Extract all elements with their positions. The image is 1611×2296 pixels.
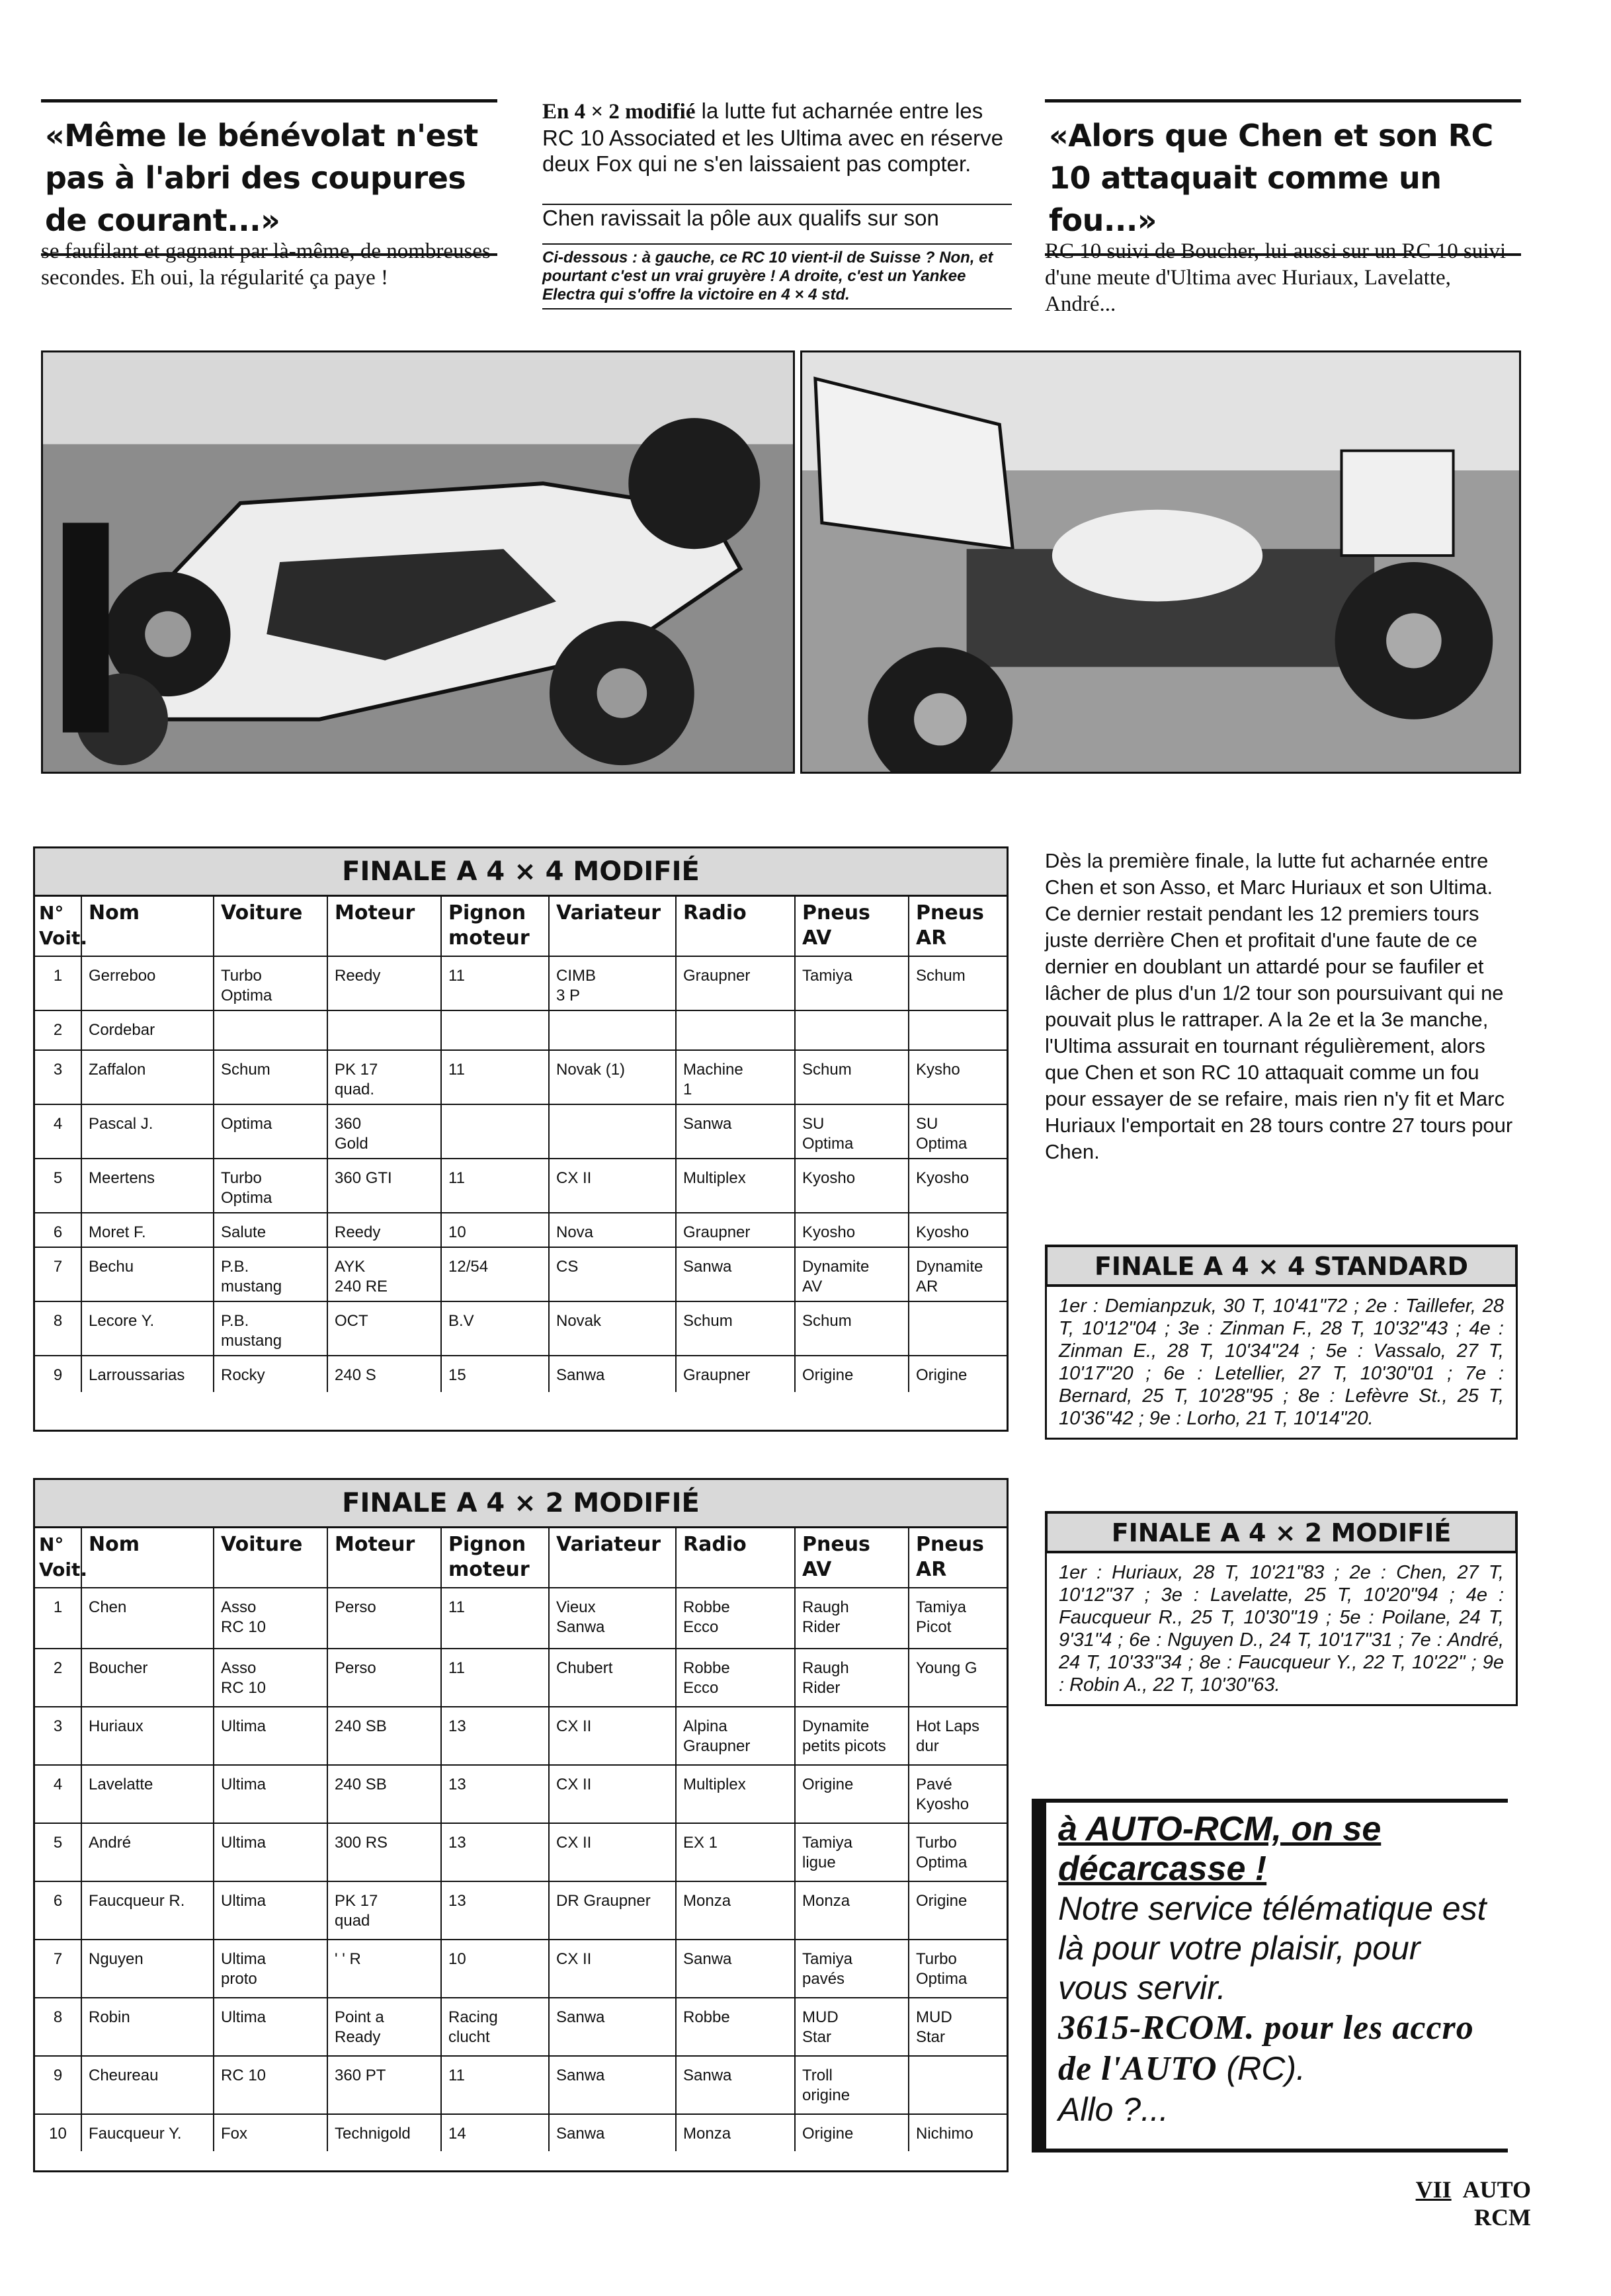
table2-cell: CX II — [549, 1940, 676, 1998]
table2-cell: Hot Laps dur — [909, 1707, 1007, 1765]
table1-cell: P.B. mustang — [214, 1301, 327, 1356]
table2-cell: Ultima — [214, 1765, 327, 1823]
table1-cell — [441, 1104, 549, 1159]
table1-cell: Zaffalon — [81, 1050, 214, 1104]
table2-cell: Racing clucht — [441, 1998, 549, 2056]
table2-cell: 13 — [441, 1765, 549, 1823]
table1-cell: SU Optima — [795, 1104, 909, 1159]
table2-cell: Robbe Ecco — [676, 1588, 795, 1649]
table2-cell: CX II — [549, 1765, 676, 1823]
table1-cell: Reedy — [327, 1213, 441, 1247]
table1-cell: CX II — [549, 1159, 676, 1213]
table2-cell: 13 — [441, 1823, 549, 1881]
table2-cell: Faucqueur R. — [81, 1881, 214, 1940]
table1-title: FINALE A 4 × 4 MODIFIÉ — [35, 848, 1007, 897]
finale-4x2-modifie-table — [33, 1478, 1009, 2172]
table1-row — [35, 956, 1007, 1010]
table1-cell: Schum — [795, 1301, 909, 1356]
table2-cell: 2 — [35, 1649, 81, 1707]
modifie-results-box — [1045, 1511, 1518, 1706]
table1-cell: Kysho — [909, 1050, 1007, 1104]
standard-results-box — [1045, 1245, 1518, 1440]
modifie-results-title: FINALE A 4 × 2 MODIFIÉ — [1045, 1511, 1518, 1553]
table1-cell: 10 — [441, 1213, 549, 1247]
table2-cell: ' ' R — [327, 1940, 441, 1998]
table1-cell: Turbo Optima — [214, 1159, 327, 1213]
table2-row — [35, 1649, 1007, 1707]
rc10-chassis-photo — [41, 350, 795, 774]
table2-cell: Pavé Kyosho — [909, 1765, 1007, 1823]
auto-rcm-ad — [1032, 1799, 1508, 2152]
table1-cell: Cordebar — [81, 1010, 214, 1050]
table1-col-pneus-ar: Pneus AR — [909, 897, 1007, 956]
yankee-electra-photo — [800, 350, 1521, 774]
table1-cell: 12/54 — [441, 1247, 549, 1301]
table2-cell: 1 — [35, 1588, 81, 1649]
table2-row — [35, 1588, 1007, 1649]
table2-cell: Sanwa — [549, 2114, 676, 2151]
table2-cell: André — [81, 1823, 214, 1881]
yankee-electra-image — [802, 352, 1519, 772]
table1-cell: Graupner — [676, 1356, 795, 1392]
table2-cell: Ultima proto — [214, 1940, 327, 1998]
table2-cell: 11 — [441, 1649, 549, 1707]
table2-cell: Ultima — [214, 1823, 327, 1881]
table1-cell: Kyosho — [909, 1159, 1007, 1213]
table2-cell: 13 — [441, 1707, 549, 1765]
table2-cell: 4 — [35, 1765, 81, 1823]
table1-cell: 9 — [35, 1356, 81, 1392]
table2-cell: PK 17 quad — [327, 1881, 441, 1940]
table2-col-pignon: Pignon moteur — [441, 1528, 549, 1588]
table1-cell: 15 — [441, 1356, 549, 1392]
table1-cell: PK 17 quad. — [327, 1050, 441, 1104]
table1-cell: Origine — [909, 1356, 1007, 1392]
table2-cell: Ultima — [214, 1707, 327, 1765]
table2-cell: 10 — [441, 1940, 549, 1998]
table1-cell: 3 — [35, 1050, 81, 1104]
table2-cell: Tamiya pavés — [795, 1940, 909, 1998]
table1-cell: 8 — [35, 1301, 81, 1356]
table1-col-pneus-av: Pneus AV — [795, 897, 909, 956]
table1-cell: 11 — [441, 1050, 549, 1104]
table1-cell: Multiplex — [676, 1159, 795, 1213]
table2-cell: Perso — [327, 1649, 441, 1707]
table2-row — [35, 1823, 1007, 1881]
table1-cell: Reedy — [327, 956, 441, 1010]
table2-cell: 3 — [35, 1707, 81, 1765]
table1-cell: Nova — [549, 1213, 676, 1247]
table1-row — [35, 1356, 1007, 1392]
table2-col-radio: Radio — [676, 1528, 795, 1588]
table1-cell: CIMB 3 P — [549, 956, 676, 1010]
table1-cell: 240 S — [327, 1356, 441, 1392]
table1-cell: 7 — [35, 1247, 81, 1301]
table1-cell: Schum — [214, 1050, 327, 1104]
table1-cell — [441, 1010, 549, 1050]
table1-cell: Kyosho — [795, 1159, 909, 1213]
table1-cell: 2 — [35, 1010, 81, 1050]
table2-cell: Tamiya ligue — [795, 1823, 909, 1881]
table1-cell — [214, 1010, 327, 1050]
middle-intro — [542, 98, 1012, 177]
table2-cell: Turbo Optima — [909, 1823, 1007, 1881]
table2-col-voiture: Voiture — [214, 1528, 327, 1588]
ad-text: Notre service télématique est là pour votre plaisir, pour vous servir. — [1058, 1890, 1487, 2006]
table1-cell: CS — [549, 1247, 676, 1301]
table2-cell: Robbe Ecco — [676, 1649, 795, 1707]
table2-col-pneus-av: Pneus AV — [795, 1528, 909, 1588]
table2-cell: Technigold — [327, 2114, 441, 2151]
table2-cell: Nichimo — [909, 2114, 1007, 2151]
table2-cell: Monza — [795, 1881, 909, 1940]
ad-minitel-tail: (RC). — [1217, 2050, 1305, 2087]
table1-row — [35, 1159, 1007, 1213]
table2-cell: 11 — [441, 2056, 549, 2114]
ad-ending: Allo ?... — [1058, 2091, 1169, 2128]
table2-cell: Sanwa — [676, 2056, 795, 2114]
table2-cell: 14 — [441, 2114, 549, 2151]
table1-cell: Turbo Optima — [214, 956, 327, 1010]
table1-cell: Sanwa — [676, 1104, 795, 1159]
right-pull-quote: «Alors que Chen et son RC 10 attaquait comme un fou...» — [1045, 99, 1521, 256]
table2-cell: EX 1 — [676, 1823, 795, 1881]
table1-col-voiture: Voiture — [214, 897, 327, 956]
modifie-results-text: 1er : Huriaux, 28 T, 10'21"83 ; 2e : Chen, 27 T, 10'12"37 ; 3e : Lavelatte, 25 T, 10'20"94 ; 4e : Faucqueur R., 25 T, 10'30"19 ; 5e : Poilane, 24 T, 9'31"4 ; 6e : Nguyen D., 24 T, 10'17"31 ; 7e : André, 24 T, 10'33"34 ; 8e : Faucqueur Y., 22 T, 10'22" ; 9e : Robin A., 22 T, 10'30"63. — [1045, 1553, 1518, 1706]
table1-cell: Graupner — [676, 956, 795, 1010]
race-story: Dès la première finale, la lutte fut acharnée entre Chen et son Asso, et Marc Huriaux et son Ultima. Ce dernier restait pendant les 12 premiers tours juste derrière Chen et profitait d'une faute de ce dernier en doublant un attardé pour se faufiler et lâcher de plus d'un 1/2 tour son poursuivant qui ne pouvait plus le rattraper. A la 2e et la 3e manche, l'Ultima assurait en tournant régulièrement, alors que Chen et son RC 10 attaquait comme un fou pour essayer de se refaire, mais rien n'y fit et Marc Huriaux l'emportait en 28 tours contre 27 tours pour Chen. — [1045, 849, 1513, 1163]
table2-cell: 8 — [35, 1998, 81, 2056]
photo-caption: Ci-dessous : à gauche, ce RC 10 vient-il de Suisse ? Non, et pourtant c'est un vrai gruyère ! A droite, c'est un Yankee Electra qui s'offre la victoire en 4 × 4 std. — [542, 243, 1012, 309]
table2-cell: Faucqueur Y. — [81, 2114, 214, 2151]
table1-cell: Lecore Y. — [81, 1301, 214, 1356]
table1-col-moteur: Moteur — [327, 897, 441, 956]
table1-cell — [549, 1010, 676, 1050]
table2-cell: 240 SB — [327, 1765, 441, 1823]
table1-cell: Kyosho — [909, 1213, 1007, 1247]
table2-cell: 360 PT — [327, 2056, 441, 2114]
magazine-name: AUTO RCM — [1462, 2176, 1531, 2231]
table2-cell: RC 10 — [214, 2056, 327, 2114]
table2-cell: 9 — [35, 2056, 81, 2114]
table2-cell: Vieux Sanwa — [549, 1588, 676, 1649]
table2-cell: Robbe — [676, 1998, 795, 2056]
table2-cell: 240 SB — [327, 1707, 441, 1765]
table2-grid — [35, 1528, 1007, 2151]
middle-text-2: Chen ravissait la pôle aux qualifs sur son — [542, 204, 1012, 231]
middle-lead: En 4 × 2 modifié — [542, 100, 696, 124]
standard-results-title: FINALE A 4 × 4 STANDARD — [1045, 1245, 1518, 1287]
table2-row — [35, 2114, 1007, 2151]
table1-row — [35, 1050, 1007, 1104]
table1-cell: Salute — [214, 1213, 327, 1247]
table2-cell: Troll origine — [795, 2056, 909, 2114]
table2-col-number: N° Voit. — [35, 1528, 81, 1588]
table2-cell: Huriaux — [81, 1707, 214, 1765]
table1-cell: Kyosho — [795, 1213, 909, 1247]
table1-cell: SU Optima — [909, 1104, 1007, 1159]
table1-row — [35, 1104, 1007, 1159]
table1-cell: 11 — [441, 1159, 549, 1213]
table1-cell: Gerreboo — [81, 956, 214, 1010]
table2-cell: Ultima — [214, 1881, 327, 1940]
table1-cell: Bechu — [81, 1247, 214, 1301]
table2-cell: Origine — [909, 1881, 1007, 1940]
table2-row — [35, 2056, 1007, 2114]
left-pull-quote: «Même le bénévolat n'est pas à l'abri des coupures de courant...» — [41, 99, 497, 256]
table2-cell: CX II — [549, 1707, 676, 1765]
table1-grid — [35, 897, 1007, 1392]
table1-cell: Dynamite AR — [909, 1247, 1007, 1301]
page-footer — [1359, 2176, 1531, 2231]
table2-cell: Sanwa — [676, 1940, 795, 1998]
table2-row — [35, 1940, 1007, 1998]
table1-cell: 360 Gold — [327, 1104, 441, 1159]
table1-cell: Meertens — [81, 1159, 214, 1213]
finale-4x4-modifie-table — [33, 846, 1009, 1432]
table2-cell: Asso RC 10 — [214, 1649, 327, 1707]
table1-col-radio: Radio — [676, 897, 795, 956]
table2-col-pneus-ar: Pneus AR — [909, 1528, 1007, 1588]
table1-cell: 6 — [35, 1213, 81, 1247]
table2-cell: Ultima — [214, 1998, 327, 2056]
table1-row — [35, 1247, 1007, 1301]
table1-col-nom: Nom — [81, 897, 214, 956]
table2-col-variateur: Variateur — [549, 1528, 676, 1588]
table1-col-pignon: Pignon moteur — [441, 897, 549, 956]
table2-cell: Turbo Optima — [909, 1940, 1007, 1998]
table1-cell: Optima — [214, 1104, 327, 1159]
table1-cell: Moret F. — [81, 1213, 214, 1247]
table2-cell — [909, 2056, 1007, 2114]
table2-cell: 5 — [35, 1823, 81, 1881]
table2-cell: Fox — [214, 2114, 327, 2151]
table2-cell: MUD Star — [909, 1998, 1007, 2056]
table1-cell: Sanwa — [549, 1356, 676, 1392]
table1-cell: Machine 1 — [676, 1050, 795, 1104]
table2-cell: Boucher — [81, 1649, 214, 1707]
table1-header-row — [35, 897, 1007, 956]
table1-col-variateur: Variateur — [549, 897, 676, 956]
table1-row — [35, 1213, 1007, 1247]
table1-cell: Graupner — [676, 1213, 795, 1247]
table1-row — [35, 1010, 1007, 1050]
page-number: VII — [1415, 2176, 1452, 2203]
table2-cell: MUD Star — [795, 1998, 909, 2056]
table2-cell: Cheureau — [81, 2056, 214, 2114]
table2-cell: 10 — [35, 2114, 81, 2151]
table1-cell: 5 — [35, 1159, 81, 1213]
table1-cell — [549, 1104, 676, 1159]
table2-cell: Tamiya Picot — [909, 1588, 1007, 1649]
standard-results-text: 1er : Demianpzuk, 30 T, 10'41"72 ; 2e : Taillefer, 28 T, 10'12"04 ; 3e : Zinman F., 28 T, 10'32"43 ; 4e : Zinman E., 28 T, 10'34"24 ; 5e : Vassalo, 27 T, 10'17"20 ; 6e : Letellier, 27 T, 10'30"01 ; 7e : Bernard, 25 T, 10'28"95 ; 8e : Lefèvre St., 25 T, 10'36"42 ; 9e : Lorho, 21 T, 10'14"20. — [1045, 1287, 1518, 1440]
table1-col-number: N° Voit. — [35, 897, 81, 956]
left-intro-text: se faufilant et gagnant par là-même, de nombreuses secondes. Eh oui, la régularité ça paye ! — [41, 239, 491, 290]
table2-cell: Young G — [909, 1649, 1007, 1707]
table1-cell: 11 — [441, 956, 549, 1010]
table1-cell: Novak (1) — [549, 1050, 676, 1104]
table1-cell: Schum — [795, 1050, 909, 1104]
table1-cell: Schum — [909, 956, 1007, 1010]
table2-cell: Monza — [676, 1881, 795, 1940]
table2-body — [35, 1588, 1007, 2151]
table2-cell: 11 — [441, 1588, 549, 1649]
table2-row — [35, 1881, 1007, 1940]
ad-minitel-code: 3615-RCOM. pour les accro de l'AUTO — [1058, 2009, 1474, 2088]
table1-cell: Rocky — [214, 1356, 327, 1392]
table1-cell: Novak — [549, 1301, 676, 1356]
table2-cell: Chubert — [549, 1649, 676, 1707]
table2-cell: Chen — [81, 1588, 214, 1649]
table1-cell — [676, 1010, 795, 1050]
table1-cell — [795, 1010, 909, 1050]
table1-cell: OCT — [327, 1301, 441, 1356]
table1-cell — [909, 1301, 1007, 1356]
table2-cell: Lavelatte — [81, 1765, 214, 1823]
table1-cell: AYK 240 RE — [327, 1247, 441, 1301]
table1-row — [35, 1301, 1007, 1356]
table1-cell: Larroussarias — [81, 1356, 214, 1392]
table1-cell: Origine — [795, 1356, 909, 1392]
table2-cell: 6 — [35, 1881, 81, 1940]
right-intro-text: RC 10 suivi de Boucher, lui aussi sur un RC 10 suivi d'une meute d'Ultima avec Huriaux, Lavelatte, André... — [1045, 239, 1507, 316]
table1-cell: Pascal J. — [81, 1104, 214, 1159]
table2-cell: Monza — [676, 2114, 795, 2151]
table1-cell: Dynamite AV — [795, 1247, 909, 1301]
table1-body — [35, 956, 1007, 1392]
table2-cell: Asso RC 10 — [214, 1588, 327, 1649]
table2-row — [35, 1707, 1007, 1765]
table2-cell: 7 — [35, 1940, 81, 1998]
table1-cell — [327, 1010, 441, 1050]
table2-cell: Origine — [795, 1765, 909, 1823]
table1-cell: Tamiya — [795, 956, 909, 1010]
rc10-chassis-image — [43, 352, 793, 772]
table1-cell: 4 — [35, 1104, 81, 1159]
table2-title: FINALE A 4 × 2 MODIFIÉ — [35, 1480, 1007, 1528]
table2-col-nom: Nom — [81, 1528, 214, 1588]
table2-cell: CX II — [549, 1823, 676, 1881]
table2-cell: DR Graupner — [549, 1881, 676, 1940]
table2-row — [35, 1998, 1007, 2056]
table2-cell: Multiplex — [676, 1765, 795, 1823]
table1-cell — [909, 1010, 1007, 1050]
table2-cell: Perso — [327, 1588, 441, 1649]
table2-col-moteur: Moteur — [327, 1528, 441, 1588]
table2-cell: Raugh Rider — [795, 1588, 909, 1649]
table2-cell: Alpina Graupner — [676, 1707, 795, 1765]
table2-cell: Nguyen — [81, 1940, 214, 1998]
table2-cell: Origine — [795, 2114, 909, 2151]
table2-cell: Point a Ready — [327, 1998, 441, 2056]
table2-cell: Dynamite petits picots — [795, 1707, 909, 1765]
table2-row — [35, 1765, 1007, 1823]
table2-cell: 13 — [441, 1881, 549, 1940]
table2-cell: Raugh Rider — [795, 1649, 909, 1707]
table1-cell: 360 GTI — [327, 1159, 441, 1213]
table1-cell: Sanwa — [676, 1247, 795, 1301]
table2-cell: Sanwa — [549, 1998, 676, 2056]
table2-cell: Robin — [81, 1998, 214, 2056]
table1-cell: B.V — [441, 1301, 549, 1356]
table1-cell: Schum — [676, 1301, 795, 1356]
middle-text: la lutte fut acharnée entre les RC 10 Associated et les Ultima avec en réserve deux Fox qui ne s'en laissaient pas compter. — [542, 99, 1003, 176]
table2-cell: 300 RS — [327, 1823, 441, 1881]
table1-cell: P.B. mustang — [214, 1247, 327, 1301]
table1-cell: 1 — [35, 956, 81, 1010]
ad-title: à AUTO-RCM, on se décarcasse ! — [1058, 1810, 1382, 1888]
table2-cell: Sanwa — [549, 2056, 676, 2114]
table2-header-row — [35, 1528, 1007, 1588]
